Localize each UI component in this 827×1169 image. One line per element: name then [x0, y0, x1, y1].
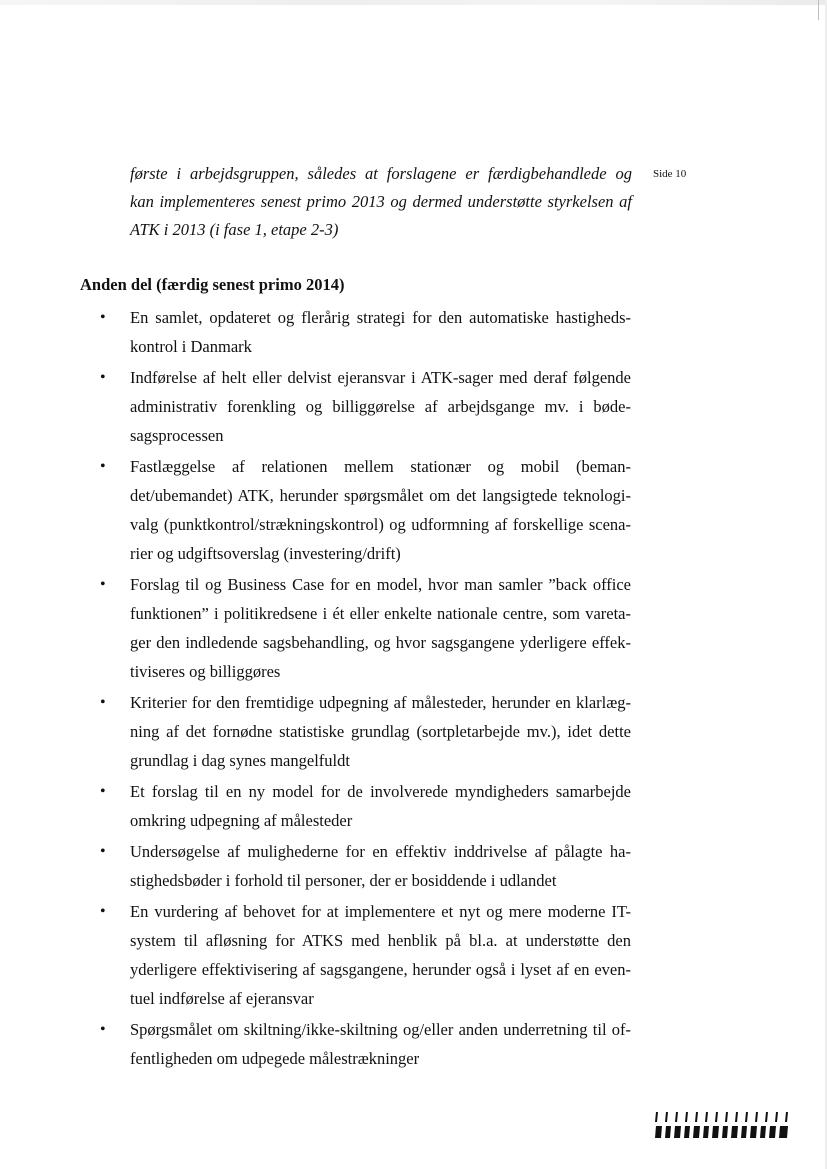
list-item: [0, 1015, 827, 1073]
bullet-icon: •: [100, 1021, 106, 1038]
scan-artifact-top: [0, 0, 827, 5]
list-item: [0, 570, 827, 686]
list-item: [0, 897, 827, 1013]
list-item-text: Kriterier for den fremtidige udpegning af målesteder, herunder en klarlægning af det fornødne statistiske grundlag (sortpletarbejde mv.), idet dette grundlag i dag synes mangelfuldt: [130, 693, 631, 770]
bullet-icon: •: [100, 576, 106, 593]
scan-edge-mark: [818, 0, 819, 20]
bullet-list: [0, 303, 827, 1075]
list-item: [0, 777, 827, 835]
bullet-icon: •: [100, 309, 106, 326]
list-item-text: Fastlæggelse af relationen mellem stationær og mobil (bemandet/ubemandet) ATK, herunder spørgsmålet om det langsigtede teknologivalg (punktkontrol/strækningskontrol) og udformning af forskellige scenarier og udgiftsoverslag (investering/drift): [130, 457, 631, 563]
list-item-text: Indførelse af helt eller delvist ejeransvar i ATK-sager med deraf følgende administrativ forenkling og billiggørelse af arbejdsgange mv. i bødesagsprocessen: [130, 368, 631, 445]
bullet-icon: •: [100, 694, 106, 711]
intro-paragraph: [130, 160, 632, 244]
list-item-text: En vurdering af behovet for at implementere et nyt og mere moderne IT-system til afløsning for ATKS med henblik på bl.a. at understøtte den yderligere effektivisering af sagsgangene, herunder også i lyset af en eventuel indførelse af ejeransvar: [130, 902, 631, 1008]
list-item: [0, 837, 827, 895]
bullet-icon: •: [100, 783, 106, 800]
list-item: [0, 363, 827, 450]
list-item-text: Forslag til og Business Case for en model, hvor man samler ”back office funktionen” i politikredsene i ét eller enkelte nationale centre, som varetager den indledende sagsbehandling, og hvor sagsgangene yderligere effektiviseres og billiggøres: [130, 575, 631, 681]
list-item: [0, 303, 827, 361]
list-item: [0, 688, 827, 775]
bullet-icon: •: [100, 458, 106, 475]
list-item-text: Et forslag til en ny model for de involverede myndigheders samarbejde omkring udpegning af målesteder: [130, 782, 631, 830]
list-item: [0, 452, 827, 568]
list-item-text: Spørgsmålet om skiltning/ikke-skiltning og/eller anden underretning til offentligheden om udpegede målestrækninger: [130, 1020, 631, 1068]
intro-line: ATK i 2013 (i fase 1, etape 2-3): [130, 220, 339, 239]
list-item-text: Undersøgelse af mulighederne for en effektiv inddrivelse af pålagte hastighedsbøder i forhold til personer, der er bosiddende i udlandet: [130, 842, 631, 890]
intro-line: kan implementeres senest primo 2013 og dermed understøtte styrkelsen af: [130, 192, 632, 211]
bullet-icon: •: [100, 369, 106, 386]
page-number: Side 10: [653, 168, 687, 180]
barcode-icon: [655, 1111, 790, 1139]
bullet-icon: •: [100, 903, 106, 920]
section-heading: Anden del (færdig senest primo 2014): [80, 275, 345, 294]
list-item-text: En samlet, opdateret og flerårig strategi for den automatiske hastighedskontrol i Danmark: [130, 308, 631, 356]
intro-line: første i arbejdsgruppen, således at forslagene er færdigbehandlede og: [130, 164, 632, 183]
bullet-icon: •: [100, 843, 106, 860]
